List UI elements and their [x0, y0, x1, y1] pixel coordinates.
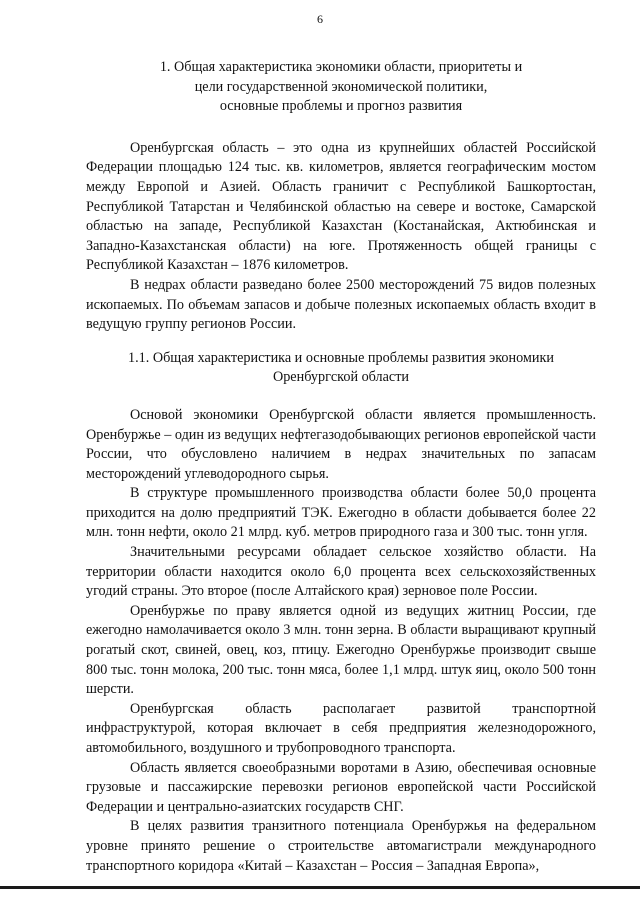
- paragraph: Область является своеобразными воротами в Азию, обеспечивая основные грузовые и пассажирские перевозки регионов европейской части Российской Федерации и центрально-азиатских государств СНГ.: [86, 759, 596, 815]
- subsection-title-line: Оренбургской области: [272, 369, 410, 386]
- paragraph: Оренбургская область – это одна из крупнейших областей Российской Федерации площадью 124 тыс. кв. километров, является географическим мостом между Европой и Азией. Область граничит с Республикой Башкортостан, Республикой Татарстан и Челябинской областью на севере и востоке, Самарской областью на западе, Республикой Казахстан (Костанайская, Актюбинская и Западно-Казахстанская области) на юге. Протяженность общей границы с Республикой Казахстан – 1876 километров.: [86, 139, 596, 274]
- section-title-line: 1. Общая характеристика экономики области, приоритеты и: [159, 59, 523, 75]
- paragraph: Основой экономики Оренбургской области является промышленность. Оренбуржье – один из ведущих нефтегазодобывающих регионов европейской части России, что обусловлено наличием в недрах значительных по запасам месторождений углеводородного сырья.: [86, 406, 596, 482]
- subsection-title-line: 1.1. Общая характеристика и основные проблемы развития экономики: [128, 349, 554, 366]
- section-title-line: цели государственной экономической политики,: [194, 78, 488, 95]
- paragraph: Оренбуржье по праву является одной из ведущих житниц России, где ежегодно намолачивается около 3 млн. тонн зерна. В области выращивают крупный рогатый скот, свиней, овец, коз, птицу. Ежегодно Оренбуржье производит свыше 800 тыс. тонн молока, 200 тыс. тонн мяса, более 1,1 млрд. штук яиц, около 500 тонн шерсти.: [86, 602, 596, 698]
- paragraph: В структуре промышленного производства области более 50,0 процента приходится на долю предприятий ТЭК. Ежегодно в области добывается более 22 млн. тонн нефти, около 21 млрд. куб. метров природного газа и 300 тыс. тонн угля.: [86, 485, 596, 541]
- section-title: [86, 58, 596, 117]
- paragraph: Оренбургская область располагает развитой транспортной инфраструктурой, которая включает в себя предприятия железнодорожного, автомобильного, воздушного и трубопроводного транспорта.: [86, 700, 596, 756]
- page-bottom-border: [0, 886, 640, 889]
- paragraph: В недрах области разведано более 2500 месторождений 75 видов полезных ископаемых. По объемам запасов и добыче полезных ископаемых область входит в ведущую группу регионов России.: [86, 276, 596, 333]
- paragraph: В целях развития транзитного потенциала Оренбуржья на федеральном уровне принято решение о строительстве автомагистрали международного транспортного коридора «Китай – Казахстан – Россия – Западная Европа»,: [86, 818, 596, 874]
- page-number: 6: [317, 12, 323, 26]
- paragraph: Значительными ресурсами обладает сельское хозяйство области. На территории области находится около 6,0 процента всех сельскохозяйственных угодий страны. Это второе (после Алтайского края) зерновое поле России.: [86, 544, 596, 600]
- section-title-line: основные проблемы и прогноз развития: [219, 98, 463, 115]
- document-body: [86, 58, 596, 876]
- subsection-title: [86, 349, 596, 388]
